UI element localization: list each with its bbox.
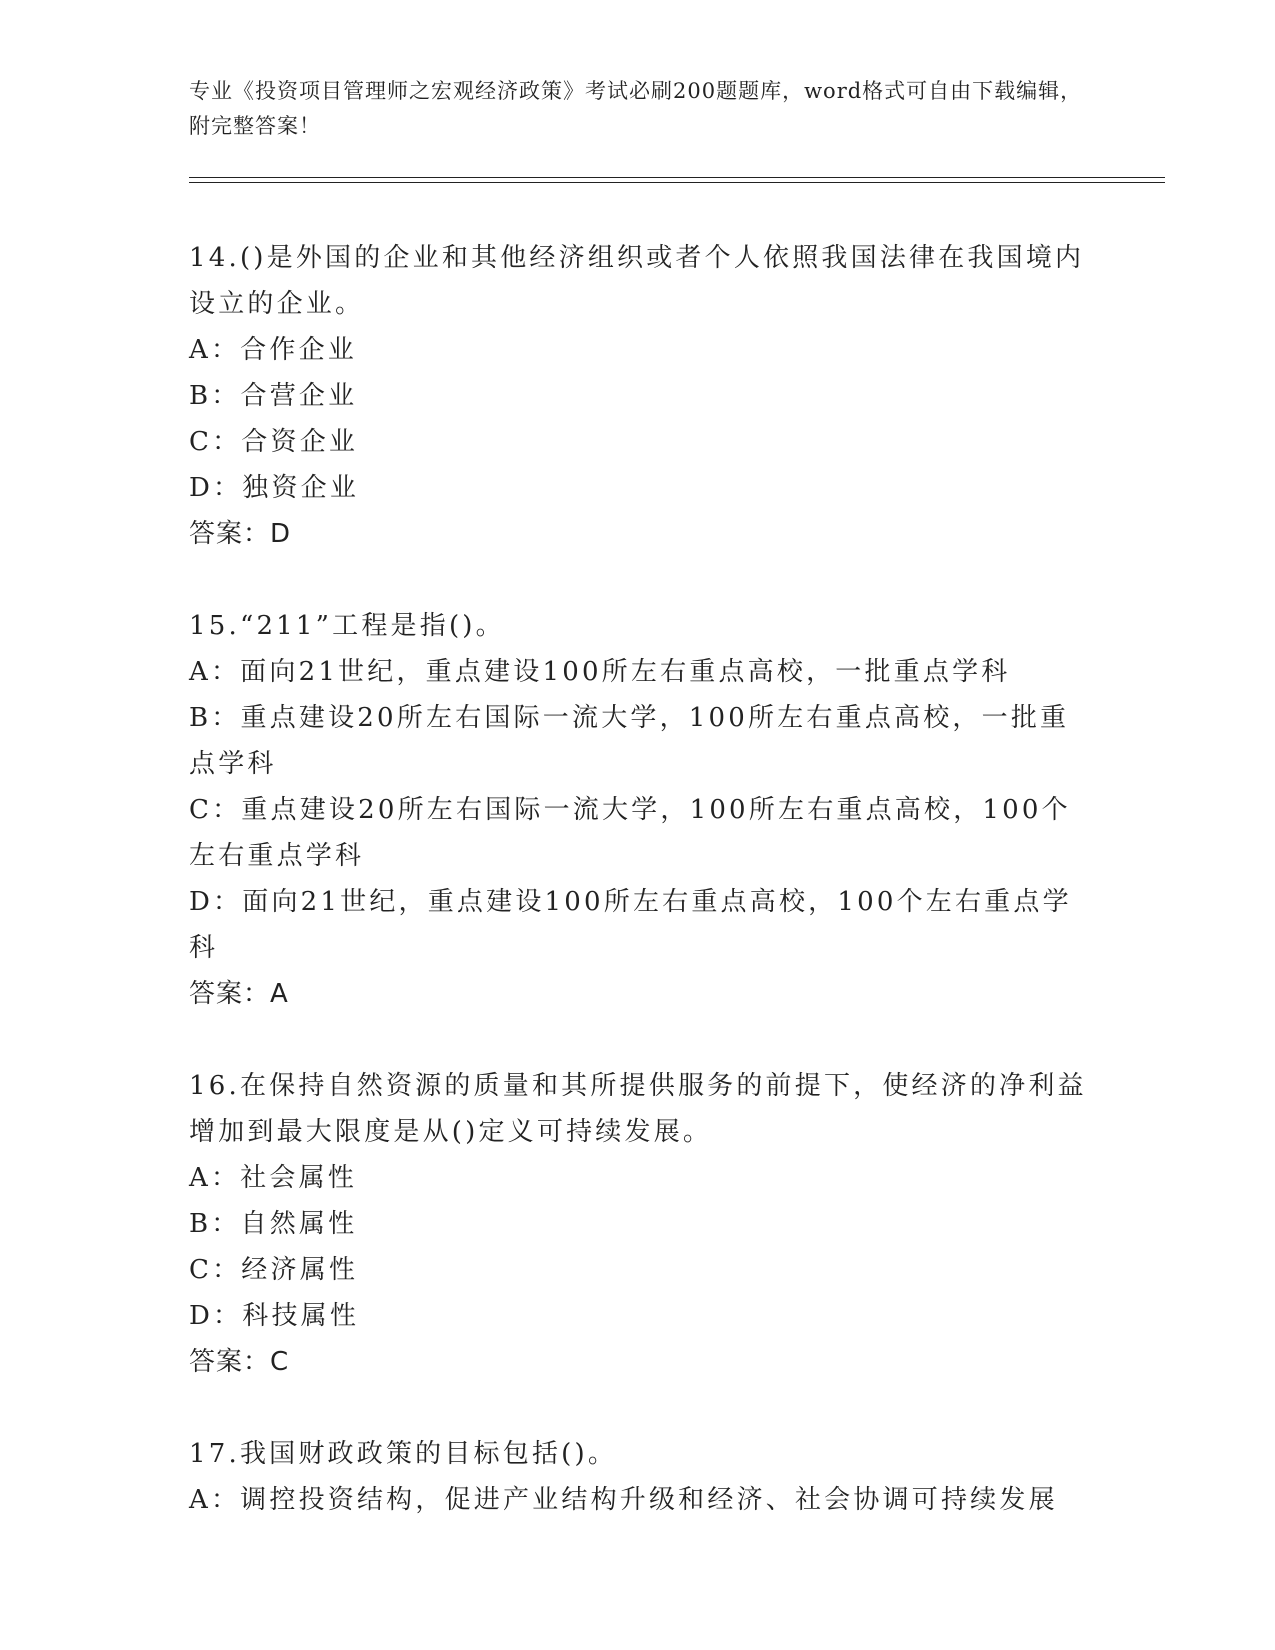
header-divider-top — [189, 177, 1165, 178]
option-d: D：科技属性 — [189, 1301, 360, 1331]
question-stem: 17.我国财政政策的目标包括()。 — [189, 1439, 618, 1469]
option-c: C：合资企业 — [189, 427, 359, 457]
document-header: 专业《投资项目管理师之宏观经济政策》考试必刷200题题库，word格式可自由下载编辑，附完整答案！ — [189, 79, 1083, 138]
option-b: B：合营企业 — [189, 381, 358, 411]
answer-text: 答案：D — [189, 519, 292, 549]
question-15 — [189, 603, 1089, 1017]
question-list — [189, 235, 1089, 1569]
question-stem: 14.()是外国的企业和其他经济组织或者个人依照我国法律在我国境内设立的企业。 — [189, 243, 1085, 319]
option-a: A：调控投资结构，促进产业结构升级和经济、社会协调可持续发展 — [189, 1485, 1058, 1515]
answer-text: 答案：A — [189, 979, 289, 1009]
option-b: B：自然属性 — [189, 1209, 358, 1239]
option-b: B：重点建设20所左右国际一流大学，100所左右重点高校，一批重点学科 — [189, 703, 1070, 779]
option-a: A：面向21世纪，重点建设100所左右重点高校，一批重点学科 — [189, 657, 1011, 687]
option-c: C：重点建设20所左右国际一流大学，100所左右重点高校，100个左右重点学科 — [189, 795, 1071, 871]
option-a: A：合作企业 — [189, 335, 357, 365]
answer-text: 答案：C — [189, 1347, 290, 1377]
option-a: A：社会属性 — [189, 1163, 357, 1193]
header-divider-bottom — [189, 182, 1165, 183]
question-stem: 16.在保持自然资源的质量和其所提供服务的前提下，使经济的净利益增加到最大限度是从()定义可持续发展。 — [189, 1071, 1087, 1147]
option-c: C：经济属性 — [189, 1255, 359, 1285]
question-stem: 15.“211”工程是指()。 — [189, 611, 505, 641]
option-d: D：独资企业 — [189, 473, 360, 503]
question-14 — [189, 235, 1089, 557]
option-d: D：面向21世纪，重点建设100所左右重点高校，100个左右重点学科 — [189, 887, 1072, 963]
question-16 — [189, 1063, 1089, 1385]
question-17 — [189, 1431, 1089, 1523]
